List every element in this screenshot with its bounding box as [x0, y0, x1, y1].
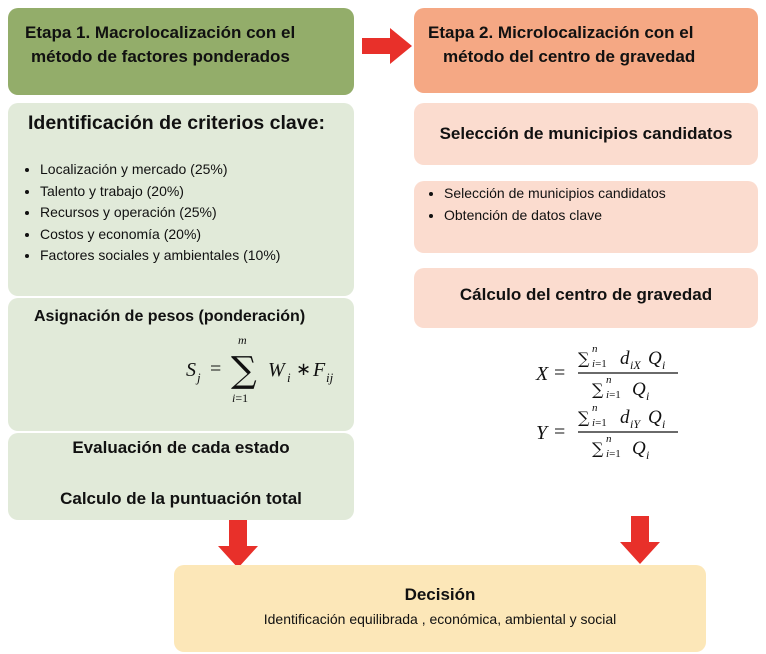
selection-item: • Selección de municipios candidatos	[444, 183, 666, 205]
svg-text:i: i	[287, 370, 291, 385]
svg-text:m: m	[238, 333, 247, 347]
stage2-header	[414, 8, 758, 93]
svg-text:∑: ∑	[578, 408, 590, 427]
svg-text:iX: iX	[630, 358, 641, 372]
evaluation-line2: Calculo de la puntuación total	[60, 489, 302, 508]
svg-text:i: i	[646, 389, 650, 403]
svg-text:j: j	[197, 370, 201, 385]
svg-text:i: i	[662, 358, 666, 372]
decision-subtitle: Identificación equilibrada , económica, ambiental y social	[263, 611, 617, 627]
svg-text:∑: ∑	[592, 380, 604, 399]
svg-text:d: d	[620, 407, 630, 428]
svg-text:S: S	[186, 359, 196, 381]
criteria-item: • Recursos y operación (25%)	[40, 202, 280, 224]
weights-title: Asignación de pesos (ponderación)	[34, 308, 306, 325]
decision-box	[174, 565, 706, 652]
selection-item: • Obtención de datos clave	[444, 205, 666, 227]
svg-text:i=1: i=1	[592, 417, 607, 429]
svg-text:∑: ∑	[231, 350, 257, 391]
svg-text:i=1: i=1	[592, 358, 607, 370]
evaluation-box	[8, 433, 354, 520]
criteria-item: • Localización y mercado (25%)	[40, 159, 280, 181]
svg-text:∑: ∑	[578, 349, 590, 368]
svg-text:Q: Q	[632, 438, 646, 459]
center-of-gravity-formulas	[534, 338, 704, 463]
arrow-down-left-icon	[218, 520, 258, 568]
svg-text:=: =	[554, 421, 566, 443]
svg-text:n: n	[606, 433, 612, 445]
selection-title: Selección de municipios candidatos	[439, 124, 733, 143]
svg-text:i=1: i=1	[606, 389, 621, 401]
weights-box	[8, 298, 354, 431]
weighted-score-formula	[184, 328, 364, 408]
gravity-title: Cálculo del centro de gravedad	[459, 285, 713, 304]
svg-text:iY: iY	[630, 417, 641, 431]
arrow-down-right-icon	[620, 516, 660, 564]
svg-text:X: X	[536, 363, 549, 385]
svg-text:Y: Y	[536, 422, 548, 444]
criteria-title: Identificación de criterios clave:	[28, 112, 325, 134]
selection-items-box	[414, 181, 758, 253]
svg-text:W: W	[268, 359, 285, 381]
svg-text:F: F	[313, 359, 326, 381]
criteria-item: • Costos y economía (20%)	[40, 224, 280, 246]
svg-text:n: n	[592, 343, 598, 355]
selection-title-box	[414, 103, 758, 165]
svg-text:i: i	[662, 417, 666, 431]
svg-text:Q: Q	[648, 348, 662, 369]
stage2-title-line1: Etapa 2. Microlocalización con el	[428, 23, 694, 42]
svg-text:∗: ∗	[296, 359, 312, 379]
svg-text:∑: ∑	[592, 439, 604, 458]
criteria-box	[8, 103, 354, 296]
svg-text:ij: ij	[326, 370, 334, 385]
svg-text:Q: Q	[648, 407, 662, 428]
criteria-item: • Factores sociales y ambientales (10%)	[40, 245, 280, 267]
svg-text:d: d	[620, 348, 630, 369]
criteria-list	[22, 159, 280, 267]
stage1-title-line2: método de factores ponderados	[31, 47, 290, 66]
svg-text:Q: Q	[632, 379, 646, 400]
evaluation-line1: Evaluación de cada estado	[72, 438, 290, 457]
svg-text:=: =	[210, 358, 222, 380]
svg-text:i=1: i=1	[606, 448, 621, 460]
stage2-title-line2: método del centro de gravedad	[443, 47, 696, 66]
arrow-right-icon	[362, 28, 412, 64]
svg-text:=: =	[554, 362, 566, 384]
stage1-title-line1: Etapa 1. Macrolocalización con el	[25, 23, 296, 42]
svg-text:n: n	[606, 374, 612, 386]
gravity-title-box	[414, 268, 758, 328]
svg-text:i: i	[646, 448, 650, 462]
stage1-header	[8, 8, 354, 95]
svg-text:n: n	[592, 402, 598, 414]
decision-title: Decisión	[404, 585, 476, 604]
selection-list	[426, 183, 666, 226]
svg-text:i=1: i=1	[232, 391, 249, 405]
criteria-item: • Talento y trabajo (20%)	[40, 181, 280, 203]
